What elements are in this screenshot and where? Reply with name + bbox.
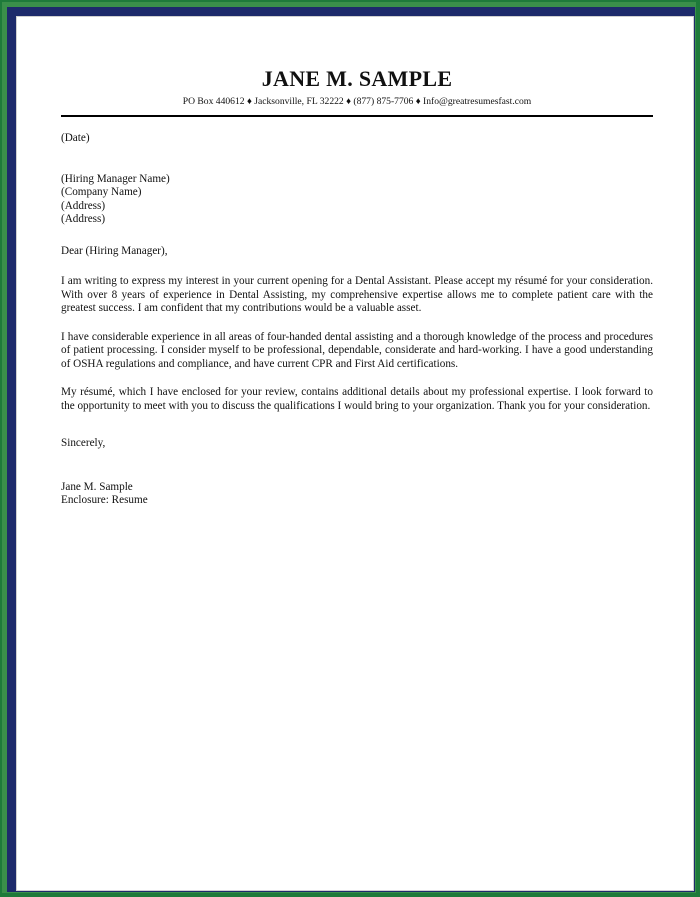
recipient-address-2: (Address): [61, 213, 106, 225]
header-divider: [61, 115, 653, 117]
letter-date: (Date): [61, 132, 90, 144]
contact-line: PO Box 440612 ♦ Jacksonville, FL 32222 ♦ (877) 875-7706 ♦ Info@greatresumesfast.com: [182, 96, 532, 107]
applicant-name: JANE M. SAMPLE: [261, 66, 453, 91]
body-paragraph-3: My résumé, which I have enclosed for your review, contains additional details about my professional expertise. I look forward to the opportunity to meet with you to discuss the qualifications I would bring to your organization. Thank you for your consideration.: [61, 386, 653, 412]
signature-name: Jane M. Sample: [61, 480, 133, 493]
salutation: Dear (Hiring Manager),: [61, 244, 168, 257]
outer-frame: [2, 2, 696, 893]
recipient-company: (Company Name): [61, 186, 142, 198]
letter-page: [16, 16, 694, 891]
recipient-name: (Hiring Manager Name): [61, 172, 170, 185]
recipient-address-1: (Address): [61, 199, 106, 212]
cover-letter: [61, 67, 653, 508]
signature-block: [61, 481, 653, 508]
body-paragraph-1: I am writing to express my interest in your current opening for a Dental Assistant. Please accept my résumé for your consideration. With over 8 years of experience in Dental Assisting, my comprehensive expertise allows me to complete patient care with the greatest success. I am confident that my contributions would be a valuable asset.: [61, 275, 653, 314]
inner-frame: [7, 7, 695, 892]
enclosure-note: Enclosure: Resume: [61, 494, 148, 506]
closing: Sincerely,: [61, 437, 106, 449]
body-paragraph-2: I have considerable experience in all areas of four-handed dental assisting and a thorough knowledge of the process and procedures of patient processing. I consider myself to be professional, dependable, considerate and hard-working. I have a good understanding of OSHA regulations and compliance, and have current CPR and First Aid certifications.: [61, 330, 653, 370]
recipient-block: [61, 173, 653, 227]
